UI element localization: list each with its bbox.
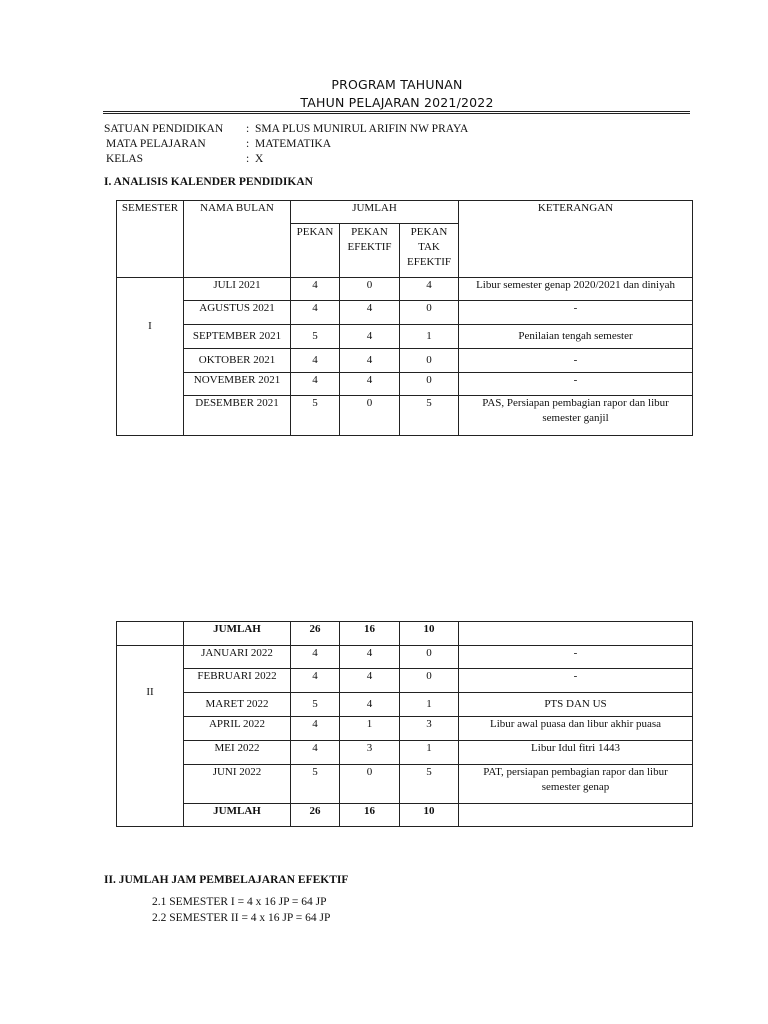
table-total-row [117,622,693,646]
jp-line-semester-2: 2.2 SEMESTER II = 4 x 16 JP = 64 JP [152,912,331,924]
cell-tak-efektif: 1 [400,741,459,765]
cell-keterangan: - [459,373,693,396]
page-subtitle: TAHUN PELAJARAN 2021/2022 [300,95,494,110]
cell-empty [459,804,693,827]
cell-total-pekan: 26 [291,804,340,827]
cell-keterangan: - [459,669,693,693]
cell-keterangan: Libur semester genap 2020/2021 dan diniyah [459,278,693,301]
table-row [117,693,693,717]
cell-pekan: 4 [291,301,340,325]
calendar-table-semester-1 [116,200,693,436]
cell-tak-efektif: 5 [400,396,459,436]
cell-total-efektif: 16 [340,622,400,646]
calendar-table-semester-2 [116,621,693,827]
cell-tak-efektif: 4 [400,278,459,301]
cell-efektif: 4 [340,646,400,669]
cell-pekan: 5 [291,396,340,436]
table-row [117,765,693,804]
cell-efektif: 0 [340,765,400,804]
cell-efektif: 1 [340,717,400,741]
cell-pekan: 5 [291,325,340,349]
semester-label: II [117,646,184,827]
cell-efektif: 4 [340,349,400,373]
table-row [117,646,693,669]
cell-bulan: MARET 2022 [184,693,291,717]
table-row [117,669,693,693]
cell-keterangan: - [459,349,693,373]
cell-pekan: 4 [291,741,340,765]
cell-total-label: JUMLAH [184,622,291,646]
cell-efektif: 0 [340,396,400,436]
cell-keterangan: PAS, Persiapan pembagian rapor dan libur semester ganjil [459,396,693,436]
cell-bulan: AGUSTUS 2021 [184,301,291,325]
table-row [117,325,693,349]
table-row [117,301,693,325]
header-nama-bulan: NAMA BULAN [184,201,291,278]
cell-pekan: 5 [291,765,340,804]
cell-pekan: 4 [291,646,340,669]
info-label: SATUAN PENDIDIKAN [104,123,224,135]
section-heading-jam-efektif: II. JUMLAH JAM PEMBELAJARAN EFEKTIF [104,874,349,886]
cell-bulan: OKTOBER 2021 [184,349,291,373]
cell-efektif: 0 [340,278,400,301]
cell-tak-efektif: 0 [400,301,459,325]
section-heading-kalender: I. ANALISIS KALENDER PENDIDIKAN [104,176,313,188]
cell-tak-efektif: 5 [400,765,459,804]
cell-bulan: NOVEMBER 2021 [184,373,291,396]
cell-pekan: 4 [291,669,340,693]
table-row [117,396,693,436]
cell-total-efektif: 16 [340,804,400,827]
info-value: SMA PLUS MUNIRUL ARIFIN NW PRAYA [255,123,469,135]
cell-tak-efektif: 1 [400,325,459,349]
cell-efektif: 4 [340,325,400,349]
cell-bulan: MEI 2022 [184,741,291,765]
info-label: MATA PELAJARAN [106,138,206,150]
header-pekan-tak-efektif: PEKAN TAK EFEKTIF [400,224,459,278]
cell-tak-efektif: 0 [400,349,459,373]
cell-keterangan: - [459,301,693,325]
page-title: PROGRAM TAHUNAN [331,77,463,92]
info-value: X [255,153,264,165]
table-row [117,717,693,741]
table-row [117,349,693,373]
table-row [117,278,693,301]
cell-bulan: FEBRUARI 2022 [184,669,291,693]
header-semester: SEMESTER [117,201,184,278]
cell-tak-efektif: 1 [400,693,459,717]
table-row [117,741,693,765]
cell-tak-efektif: 0 [400,373,459,396]
header-jumlah: JUMLAH [291,201,459,224]
cell-efektif: 4 [340,301,400,325]
cell-efektif: 4 [340,693,400,717]
cell-pekan: 4 [291,717,340,741]
info-label: KELAS [106,153,144,165]
info-colon: : [246,153,250,165]
header-pekan: PEKAN [291,224,340,278]
cell-tak-efektif: 0 [400,669,459,693]
cell-empty [117,622,184,646]
cell-keterangan: PTS DAN US [459,693,693,717]
cell-tak-efektif: 3 [400,717,459,741]
cell-keterangan: Penilaian tengah semester [459,325,693,349]
table-row [117,373,693,396]
cell-keterangan: Libur Idul fitri 1443 [459,741,693,765]
cell-total-tak-efektif: 10 [400,804,459,827]
cell-total-tak-efektif: 10 [400,622,459,646]
cell-bulan: SEPTEMBER 2021 [184,325,291,349]
cell-pekan: 4 [291,373,340,396]
info-value: MATEMATIKA [255,138,332,150]
cell-pekan: 4 [291,349,340,373]
cell-tak-efektif: 0 [400,646,459,669]
cell-bulan: APRIL 2022 [184,717,291,741]
semester-label: I [117,278,184,436]
cell-bulan: JULI 2021 [184,278,291,301]
jp-line-semester-1: 2.1 SEMESTER I = 4 x 16 JP = 64 JP [152,896,327,908]
cell-efektif: 4 [340,373,400,396]
cell-efektif: 4 [340,669,400,693]
title-rule-top [103,111,690,112]
cell-keterangan: Libur awal puasa dan libur akhir puasa [459,717,693,741]
cell-bulan: JANUARI 2022 [184,646,291,669]
header-pekan-efektif: PEKAN EFEKTIF [340,224,400,278]
cell-bulan: DESEMBER 2021 [184,396,291,436]
table-total-row [117,804,693,827]
cell-keterangan: PAT, persiapan pembagian rapor dan libur semester genap [459,765,693,804]
cell-pekan: 4 [291,278,340,301]
cell-bulan: JUNI 2022 [184,765,291,804]
cell-total-pekan: 26 [291,622,340,646]
cell-total-label: JUMLAH [184,804,291,827]
info-colon: : [246,123,250,135]
title-rule-bottom [103,113,690,114]
cell-efektif: 3 [340,741,400,765]
info-colon: : [246,138,250,150]
cell-pekan: 5 [291,693,340,717]
cell-keterangan: - [459,646,693,669]
cell-empty [459,622,693,646]
header-keterangan: KETERANGAN [459,201,693,278]
